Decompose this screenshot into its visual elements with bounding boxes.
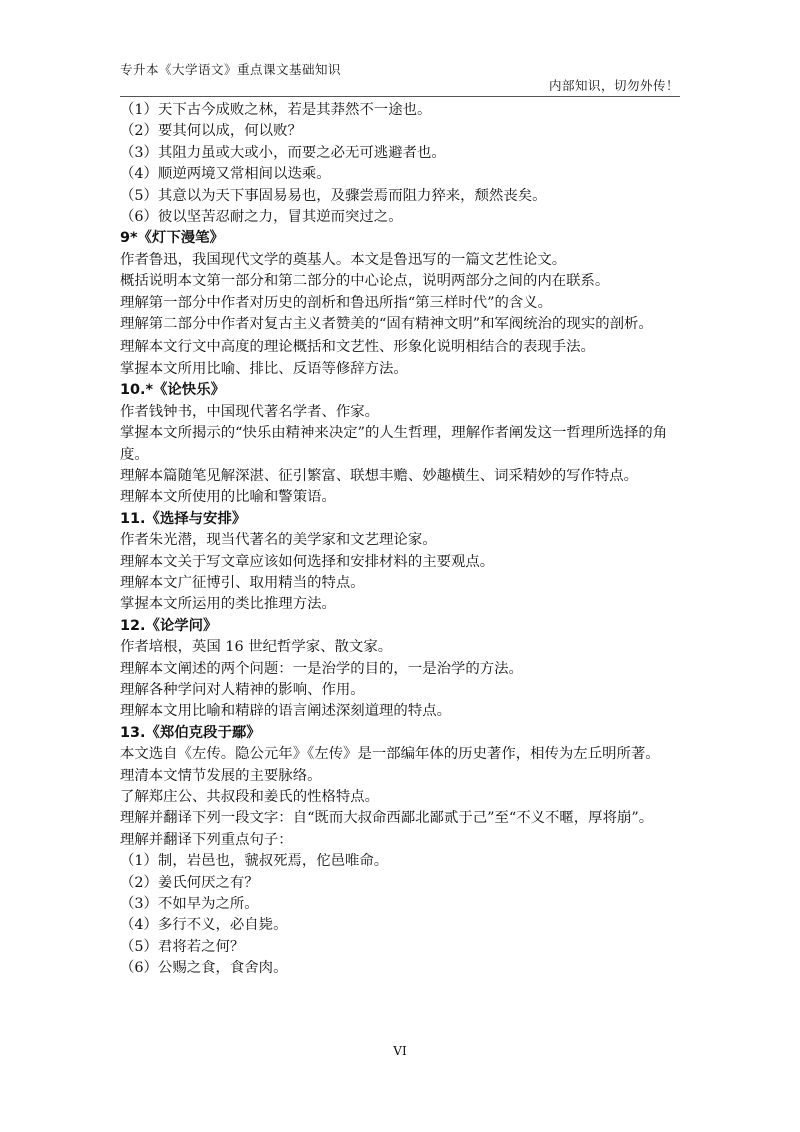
list-item: （1）天下古今成败之林，若是其莽然不一途也。 xyxy=(120,102,432,118)
paragraph: 掌握本文所用比喻、排比、反语等修辞方法。 xyxy=(120,360,408,377)
list-item: （1）制，岩邑也，虢叔死焉，佗邑唯命。 xyxy=(120,853,389,870)
list-item: （2）要其何以成，何以败？ xyxy=(120,123,302,140)
list-item: （6）彼以坚苦忍耐之力，冒其逆而突过之。 xyxy=(120,209,403,226)
section-heading: 12.《论学问》 xyxy=(120,617,218,634)
paragraph: 理解本文广征博引、取用精当的特点。 xyxy=(120,574,365,591)
paragraph: 理解第一部分中作者对历史的剖析和鲁迅所指“第三样时代”的含义。 xyxy=(120,294,553,311)
list-item: （4）多行不义，必自毙。 xyxy=(120,917,288,934)
paragraph: 理解各种学问对人精神的影响、作用。 xyxy=(120,681,365,698)
paragraph: 理解本文所使用的比喻和警策语。 xyxy=(120,489,336,506)
paragraph: 理解并翻译下列重点句子： xyxy=(120,831,293,848)
page-number: VI xyxy=(393,1044,407,1058)
list-item: （3）不如早为之所。 xyxy=(120,896,259,913)
paragraph: 理解本篇随笔见解深湛、征引繁富、联想丰赡、妙趣横生、词采精妙的写作特点。 xyxy=(120,467,639,484)
paragraph: 理解本文行文中高度的理论概括和文艺性、形象化说明相结合的表现手法。 xyxy=(120,339,595,356)
list-item: （5）其意以为天下事固易易也，及骤尝焉而阻力猝来，颓然丧矣。 xyxy=(120,187,547,204)
header-divider xyxy=(120,96,680,97)
list-item: （3）其阻力虽或大或小，而要之必无可逃避者也。 xyxy=(120,144,446,161)
section-heading: 13.《郑伯克段于鄢》 xyxy=(120,724,261,741)
paragraph: 作者鲁迅，我国现代文学的奠基人。本文是鲁迅写的一篇文艺性论文。 xyxy=(120,251,567,268)
paragraph: 本文选自《左传。隐公元年》《左传》是一部编年体的历史著作，相传为左丘明所著。 xyxy=(120,746,660,763)
paragraph: 概括说明本文第一部分和第二部分的中心论点，说明两部分之间的内在联系。 xyxy=(120,273,610,290)
header-notice: 内部知识，切勿外传！ xyxy=(548,78,679,93)
paragraph: 理解本文阐述的两个问题：一是治学的目的，一是治学的方法。 xyxy=(120,660,523,677)
paragraph: 理清本文情节发展的主要脉络。 xyxy=(120,767,322,784)
section-heading: 9*《灯下漫笔》 xyxy=(120,230,224,247)
paragraph: 作者钱钟书，中国现代著名学者、作家。 xyxy=(120,403,380,420)
paragraph: 理解第二部分中作者对复古主义者赞美的“固有精神文明”和军阀统治的现实的剖析。 xyxy=(120,316,653,333)
list-item: （2）姜氏何厌之有？ xyxy=(120,874,259,891)
paragraph: 作者朱光潜，现当代著名的美学家和文艺理论家。 xyxy=(120,532,437,549)
paragraph: 掌握本文所揭示的“快乐由精神来决定”的人生哲理，理解作者阐发这一哲理所选择的角度。 xyxy=(120,425,668,463)
section-heading: 10.*《论快乐》 xyxy=(120,382,225,399)
paragraph: 作者培根，英国 16 世纪哲学家、散文家。 xyxy=(120,639,393,656)
paragraph: 理解并翻译下列一段文字：自“既而大叔命西鄙北鄙贰于己”至“不义不暱，厚将崩”。 xyxy=(120,810,654,827)
document-body xyxy=(120,100,680,980)
paragraph: 了解郑庄公、共叔段和姜氏的性格特点。 xyxy=(120,789,380,805)
paragraph: 理解本文关于写文章应该如何选择和安排材料的主要观点。 xyxy=(120,553,495,570)
paragraph: 掌握本文所运用的类比推理方法。 xyxy=(120,596,336,613)
section-heading: 11.《选择与安排》 xyxy=(120,510,247,527)
paragraph: 理解本文用比喻和精辟的语言阐述深刻道理的特点。 xyxy=(120,703,451,720)
list-item: （4）顺逆两境又常相间以迭乘。 xyxy=(120,166,331,183)
header-title: 专升本《大学语文》重点课文基础知识 xyxy=(120,62,342,77)
list-item: （6）公赐之食，食舍肉。 xyxy=(120,960,288,977)
list-item: （5）君将若之何？ xyxy=(120,938,245,955)
